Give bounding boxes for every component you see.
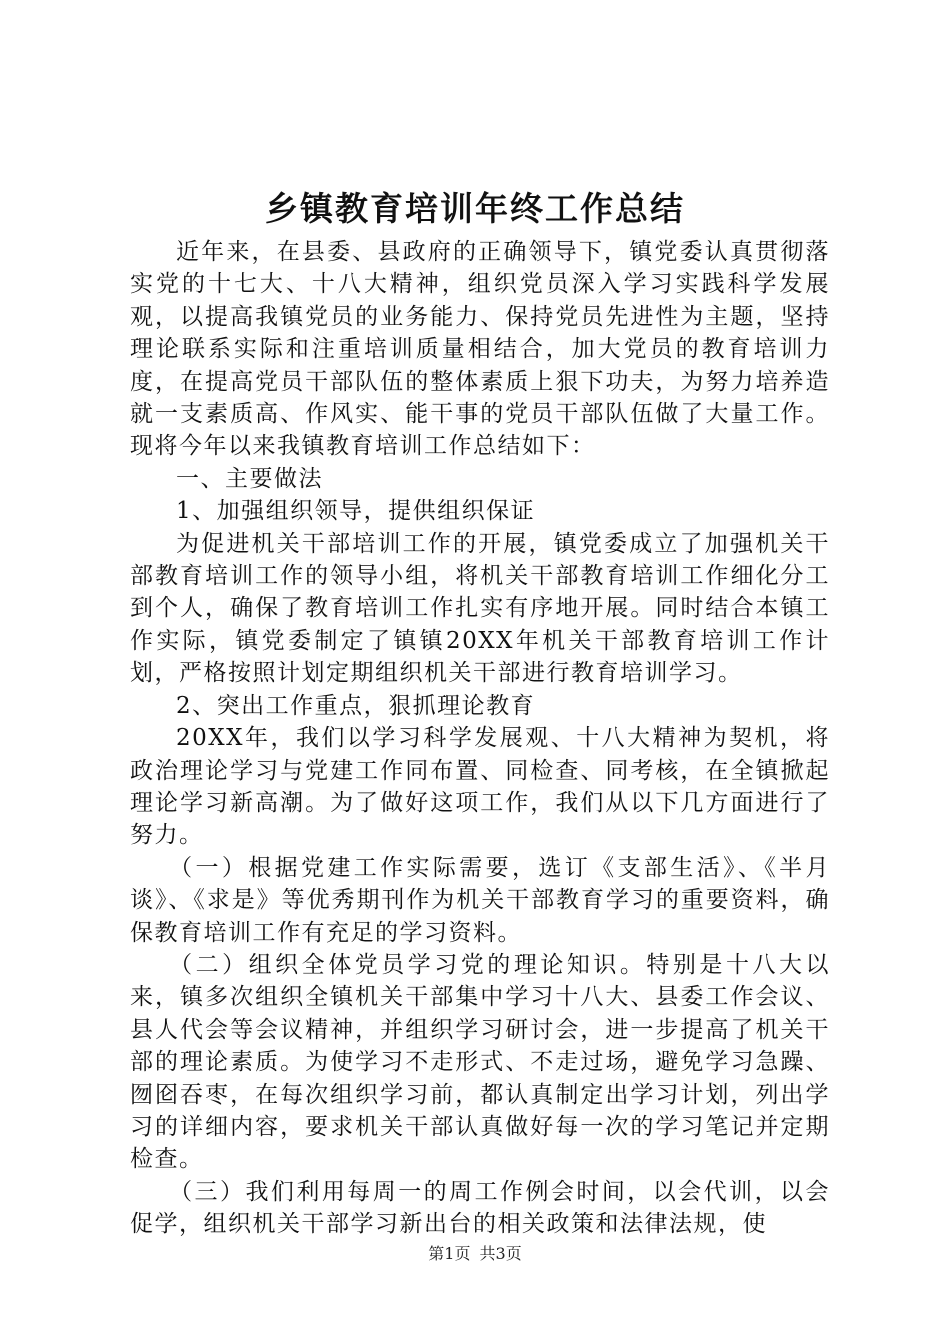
document-title: 乡镇教育培训年终工作总结 <box>265 189 685 228</box>
page-number: 第1页 <box>428 1244 471 1263</box>
paragraph-item-2: （二）组织全体党员学习党的理论知识。特别是十八大以来，镇多次组织全镇机关干部集中学习十八大、县委工作会议、县人代会等会议精神，并组织学习研讨会，进一步提高了机关干部的理论素质。为使学习不走形式、不走过场，避免学习急躁、囫囵吞枣，在每次组织学习前，都认真制定出学习计划，列出学习的详细内容，要求机关干部认真做好每一次的学习笔记并定期检查。 <box>130 951 830 1173</box>
subheading-organization: 1、加强组织领导，提供组织保证 <box>176 498 536 525</box>
paragraph-theory-education: 20XX年，我们以学习科学发展观、十八大精神为契机，将政治理论学习与党建工作同布置、同检查、同考核，在全镇掀起理论学习新高潮。为了做好这项工作，我们从以下几方面进行了努力。 <box>130 725 830 849</box>
paragraph-intro: 近年来，在县委、县政府的正确领导下，镇党委认真贯彻落实党的十七大、十八大精神，组织党员深入学习实践科学发展观，以提高我镇党员的业务能力、保持党员先进性为主题，坚持理论联系实际和注重培训质量相结合，加大党员的教育培训力度，在提高党员干部队伍的整体素质上狠下功夫，为努力培养造就一支素质高、作风实、能干事的党员干部队伍做了大量工作。现将今年以来我镇教育培训工作总结如下： <box>130 239 830 460</box>
section-heading-main-practices: 一、主要做法 <box>176 465 323 492</box>
paragraph-organization: 为促进机关干部培训工作的开展，镇党委成立了加强机关干部教育培训工作的领导小组，将机关干部教育培训工作细化分工到个人，确保了教育培训工作扎实有序地开展。同时结合本镇工作实际，镇党委制定了镇镇20XX年机关干部教育培训工作计划，严格按照计划定期组织机关干部进行教育培训学习。 <box>130 530 830 687</box>
page-total: 共3页 <box>479 1244 522 1263</box>
paragraph-item-1: （一）根据党建工作实际需要，选订《支部生活》、《半月谈》、《求是》等优秀期刊作为机关干部教育学习的重要资料，确保教育培训工作有充足的学习资料。 <box>130 854 830 946</box>
page-footer <box>0 1243 950 1265</box>
paragraph-item-3: （三）我们利用每周一的周工作例会时间，以会代训，以会促学，组织机关干部学习新出台的相关政策和法律法规，使 <box>130 1178 830 1238</box>
document-body <box>130 236 830 1241</box>
subheading-theory-education: 2、突出工作重点，狠抓理论教育 <box>176 692 536 719</box>
